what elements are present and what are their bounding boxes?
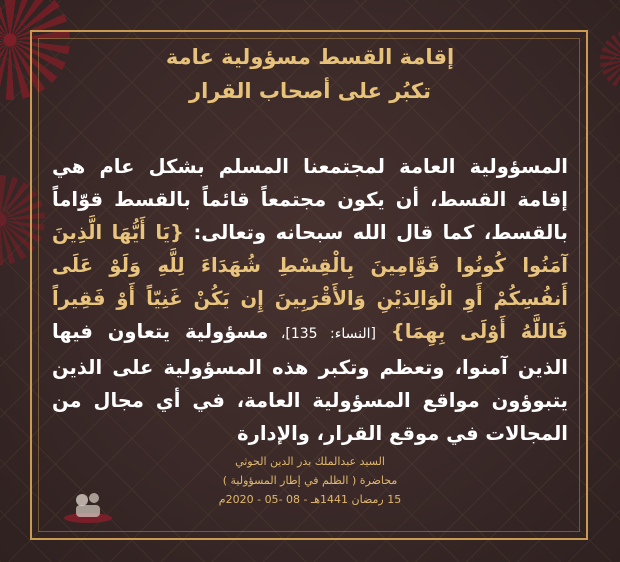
intro-text: المسؤولية العامة لمجتمعنا المسلم بشكل عام هي إقامة القسط، أن يكون مجتمعاً قائماً بالقسط قوّاماً بالقسط، كما قال الله سبحانه وتعالى: [52,155,568,244]
rest-text: مسؤولية يتعاون فيها الذين آمنوا، وتعظم وتكبر هذه المسؤولية على الذين يتبوؤون مواقع المسؤولية العامة، في أي مجال من المجالات في موقع القرار، والإدارة [52,320,568,445]
verse-reference: [النساء: 135]، [268,326,376,342]
quote-body [52,150,568,450]
quran-verse: {يَا أَيُّهَا الَّذِينَ آمَنُوا كُونُوا قَوَّامِينَ بِالْقِسْطِ شُهَدَاءَ لِلَّهِ وَلَوْ عَلَى أَنفُسِكُمْ أَوِ الْوَالِدَيْنِ وَالأَقْرَبِينَ إِن يَكُنْ غَنِيّاً أَوْ فَقِيراً فَاللَّهُ أَوْلَى بِهِمَا} [52,221,569,343]
speaker-name: السيد عبدالملك بدر الدين الحوثي [235,455,385,468]
lecture-date: 15 رمضان 1441هـ - 08 -05 - 2020م [218,493,402,506]
card-title [40,40,580,108]
signature-block [120,452,500,509]
title-line-2: تكبُر على أصحاب القرار [189,79,431,103]
logo-icon [62,486,114,526]
title-line-1: إقامة القسط مسؤولية عامة [165,45,455,69]
lecture-title: محاضرة ( الظلم في إطار المسؤولية ) [222,474,398,487]
